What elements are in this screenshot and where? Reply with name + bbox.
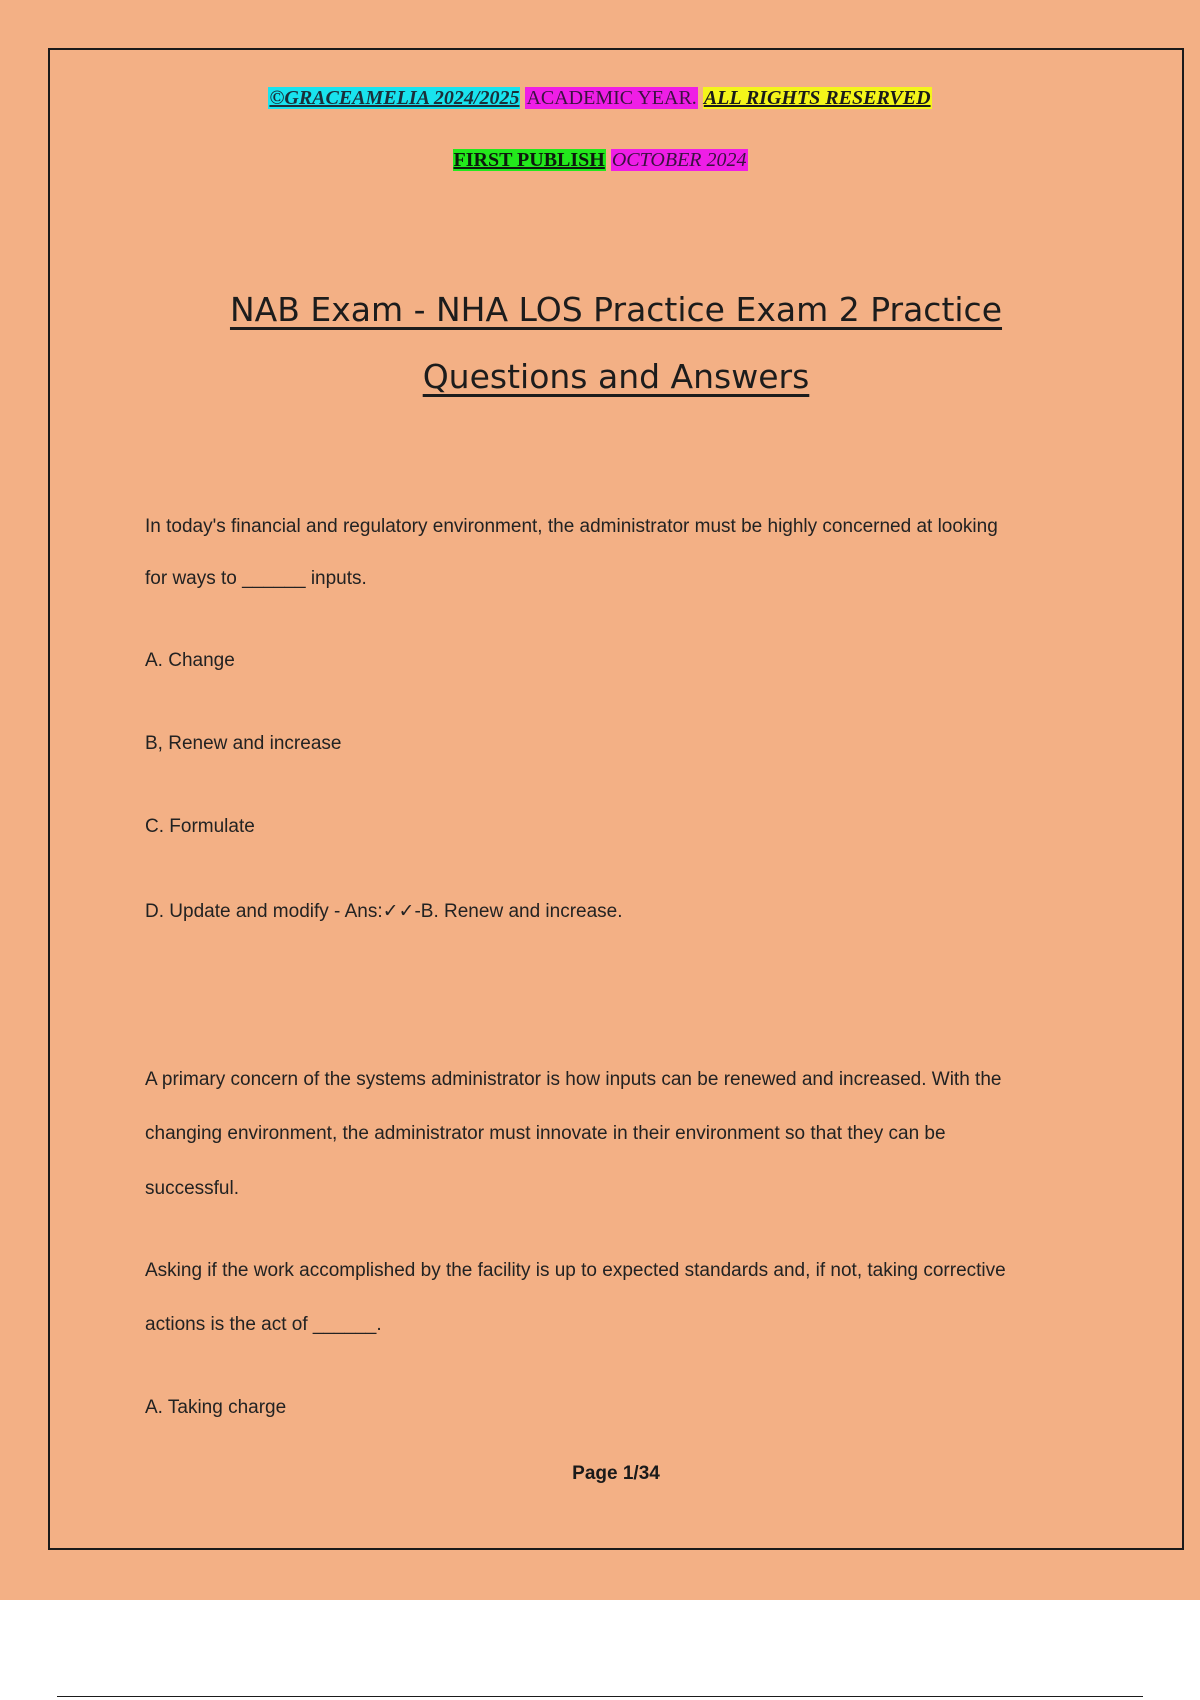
- question-2-stem-line-2: actions is the act of ______.: [145, 1314, 382, 1335]
- explanation-line-1: A primary concern of the systems administrator is how inputs can be renewed and increased. With the: [145, 1069, 1002, 1090]
- explanation-line-3: successful.: [145, 1178, 239, 1199]
- explanation-line-2: changing environment, the administrator must innovate in their environment so that they can be: [145, 1123, 946, 1144]
- first-publish-label: FIRST PUBLISH: [453, 149, 605, 171]
- question-1-stem-line-1: In today's financial and regulatory environment, the administrator must be highly concerned at looking: [145, 516, 998, 537]
- publish-header: [0, 147, 1200, 173]
- bottom-divider: [57, 1696, 1143, 1697]
- page-number: Page 1/34: [572, 1463, 660, 1484]
- question-2-stem-line-1: Asking if the work accomplished by the facility is up to expected standards and, if not, taking corrective: [145, 1260, 1006, 1281]
- question-1-option-c: C. Formulate: [145, 816, 255, 837]
- copyright-text: ©GRACEAMELIA 2024/2025: [269, 87, 520, 109]
- rights-reserved-text: ALL RIGHTS RESERVED: [703, 87, 931, 109]
- question-1-option-d-answer: D. Update and modify - Ans:✓✓-B. Renew and increase.: [145, 901, 623, 922]
- academic-year-text: ACADEMIC YEAR.: [526, 87, 697, 109]
- question-1-option-b: B, Renew and increase: [145, 733, 342, 754]
- question-2-option-a: A. Taking charge: [145, 1397, 287, 1418]
- question-1-stem-line-2: for ways to ______ inputs.: [145, 568, 367, 589]
- publish-date-text: OCTOBER 2024: [611, 149, 747, 171]
- document-title-line-2: Questions and Answers: [422, 357, 810, 396]
- copyright-header: [0, 85, 1200, 111]
- document-title-line-1: NAB Exam - NHA LOS Practice Exam 2 Practice: [229, 290, 1003, 329]
- question-1-option-a: A. Change: [145, 650, 235, 671]
